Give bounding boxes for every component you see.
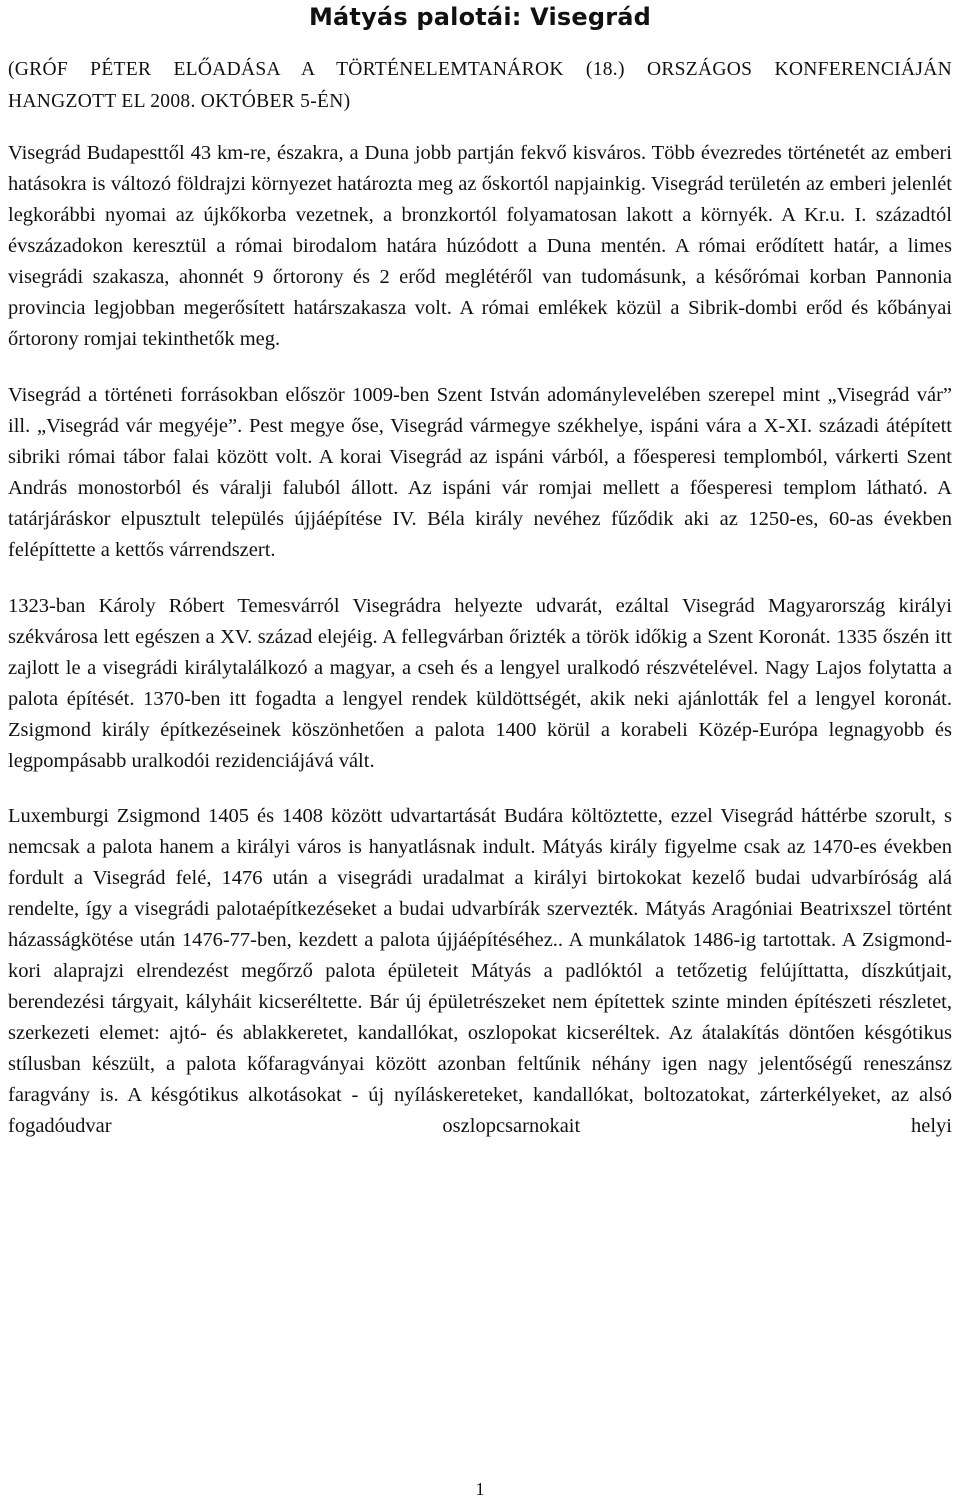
paragraph-2: Visegrád a történeti forrásokban először 1009-ben Szent István adománylevelében szerepel mint „Visegrád vár” ill. „Visegrád vár megyéje”. Pest megye őse, Visegrád vármegye székhelye, ispáni vára a X-XI. századi átépített sibriki római tábor falai között volt. A korai Visegrád az ispáni várból, a főesperesi templomból, várkerti Szent András monostorból és váralji faluból állott. Az ispáni vár romjai mellett a főesperesi templom látható. A tatárjáráskor elpusztult település újjáépítése IV. Béla király nevéhez fűződik aki az 1250-es, 60-as években felépíttette a kettős várrendszert. bbox=[8, 384, 952, 561]
subtitle-line-1: (GRÓF PÉTER ELŐADÁSA A TÖRTÉNELEMTANÁROK (18.) ORSZÁGOS KONFERENCIÁJÁN bbox=[8, 59, 952, 80]
paragraph-4: Luxemburgi Zsigmond 1405 és 1408 között udvartartását Budára költöztette, ezzel Visegrád háttérbe szorult, s nemcsak a palota hanem a királyi város is hanyatlásnak indult. Mátyás király figyelme csak az 1470-es években fordult a Visegrád felé, 1476 után a visegrádi uradalmat a királyi birtokokat kezelő budai udvarbíróság alá rendelte, így a visegrádi palotaépítkezéseket a budai udvarbírák szervezték. Mátyás Aragóniai Beatrixszel történt házasságkötése után 1476-77-ben, kezdett a palota újjáépítéséhez.. A munkálatok 1486-ig tartottak. A Zsigmond-kori alaprajzi elrendezést megőrző palota épületeit Mátyás a padlóktól a tetőzetig felújíttatta, díszkútjait, berendezési tárgyait, kályháit kicseréltette. Bár új épületrészeket nem építettek szinte minden építészeti részletet, szerkezeti elemet: ajtó- és ablakkeretet, kandallókat, oszlopokat kicseréltek. Az átalakítás döntően késgótikus stílusban készült, a palota kőfaragványai között azonban feltűnik néhány igen nagy jelentőségű reneszánsz faragvány is. A késgótikus alkotásokat - új nyíláskereteket, kandallókat, boltozatokat, zárterkélyeket, az alsó fogadóudvar oszlopcsarnokait helyi bbox=[8, 805, 952, 1137]
page-number: 1 bbox=[475, 1479, 485, 1499]
paragraph-3: 1323-ban Károly Róbert Temesvárról Visegrádra helyezte udvarát, ezáltal Visegrád Magyarország királyi székvárosa lett egészen a XV. század elejéig. A fellegvárban őrizték a török időkig a Szent Koronát. 1335 őszén itt zajlott le a visegrádi királytalálkozó a magyar, a cseh és a lengyel uralkodó részvételével. Nagy Lajos folytatta a palota építését. 1370-ben itt fogadta a lengyel rendek küldöttségét, akik neki ajánlották fel a lengyel koronát. Zsigmond király építkezéseinek köszönhetően a palota 1400 körül a korabeli Közép-Európa legnagyobb és legpompásabb uralkodói rezidenciájává vált. bbox=[8, 595, 952, 772]
paragraph-1: Visegrád Budapesttől 43 km-re, északra, a Duna jobb partján fekvő kisváros. Több évezredes történetét az emberi hatásokra is változó földrajzi környezet határozta meg az őskortól napjainkig. Visegrád területén az emberi jelenlét legkorábbi nyomai az újkőkorba vezetnek, a bronzkortól folyamatosan lakott a környék. A Kr.u. I. századtól évszázadokon keresztül a római birodalom határa húzódott a Duna mentén. A római erődített határ, a limes visegrádi szakasza, ahonnét 9 őrtorony és 2 erőd meglétéről van tudomásunk, a későrómai korban Pannonia provincia legjobban megerősített határszakasza volt. A római emlékek közül a Sibrik-dombi erőd és kőbányai őrtorony romjai tekinthetők meg. bbox=[8, 142, 952, 350]
page-title: Mátyás palotái: Visegrád bbox=[308, 3, 652, 31]
subtitle-line-2: HANGZOTT EL 2008. OKTÓBER 5-ÉN) bbox=[8, 91, 351, 112]
subtitle bbox=[8, 54, 952, 118]
document-page bbox=[8, 0, 952, 1142]
